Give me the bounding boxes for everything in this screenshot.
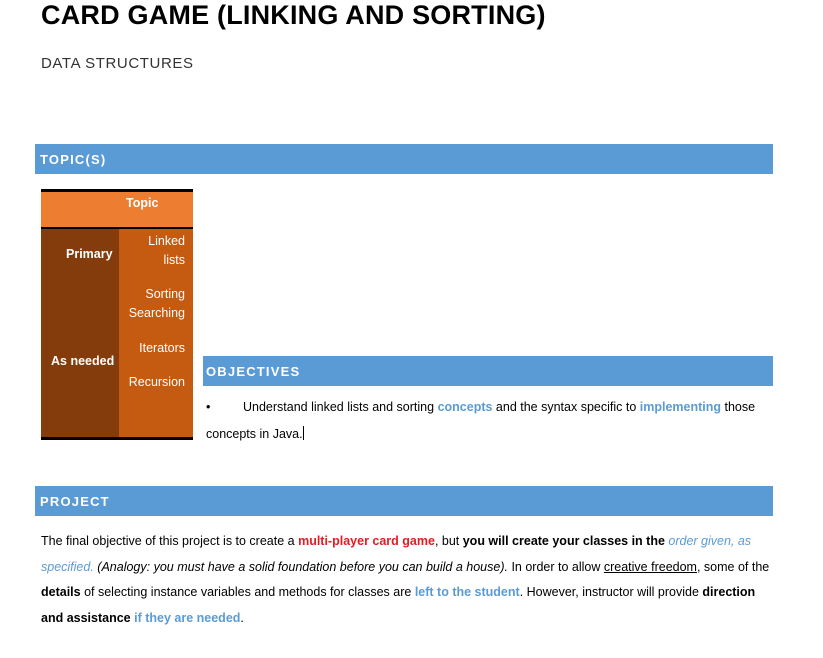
text-cursor (303, 426, 304, 440)
topics-table-header (41, 192, 193, 229)
category-primary: Primary (66, 247, 113, 261)
project-section-header: PROJECT (35, 486, 773, 516)
topics-table-category-column (41, 229, 119, 437)
highlight-order-given: order given, as specified. (41, 534, 752, 574)
objective-item-continuation[interactable]: concepts in Java. (206, 427, 303, 441)
topic-sorting-searching: Sorting Searching (128, 287, 185, 320)
analogy-note: (Analogy: you must have a solid foundation before you can build a house). (93, 559, 508, 574)
bullet-icon: • (206, 400, 211, 414)
category-as-needed: As needed (51, 354, 115, 368)
topic-iterators: Iterators (139, 341, 185, 355)
emphasis-direction-assistance: direction and assistance (41, 585, 756, 625)
topics-table (41, 189, 193, 440)
objective-item: • Understand linked lists and sorting concepts and the syntax specific to implementing those (206, 400, 756, 414)
topic-linked-lists: Linked lists (148, 234, 185, 267)
document-title: CARD GAME (LINKING AND SORTING) (41, 0, 546, 30)
highlight-multiplayer-card-game: multi-player card game (298, 534, 435, 548)
underlined-creative-freedom: creative freedom (603, 559, 697, 574)
highlight-left-to-student: left to the student (414, 585, 520, 599)
document-subtitle: DATA STRUCTURES (41, 55, 194, 72)
project-paragraph: The final objective of this project is to create a multi-player card game, but you will create your classes in the order given, as specified. (Analogy: you must have a solid foundation before you can build a house). In order to allow creative freedom, some of the details of selecting instance variables and methods for classes are left to the student. However, instructor will provide direction and assistance if they are needed. (41, 534, 770, 625)
topic-recursion: Recursion (128, 375, 185, 389)
highlight-if-needed: if they are needed (130, 610, 241, 625)
emphasis-create-classes: you will create your classes in the (462, 534, 669, 548)
emphasis-details: details (41, 585, 81, 599)
topics-table-topic-column (119, 229, 193, 437)
highlight-implementing: implementing (639, 400, 722, 414)
topics-table-header-label: Topic (126, 196, 159, 210)
objectives-section-header: OBJECTIVES (203, 356, 773, 386)
highlight-concepts: concepts (437, 400, 493, 414)
topics-section-header: TOPIC(S) (35, 144, 773, 174)
